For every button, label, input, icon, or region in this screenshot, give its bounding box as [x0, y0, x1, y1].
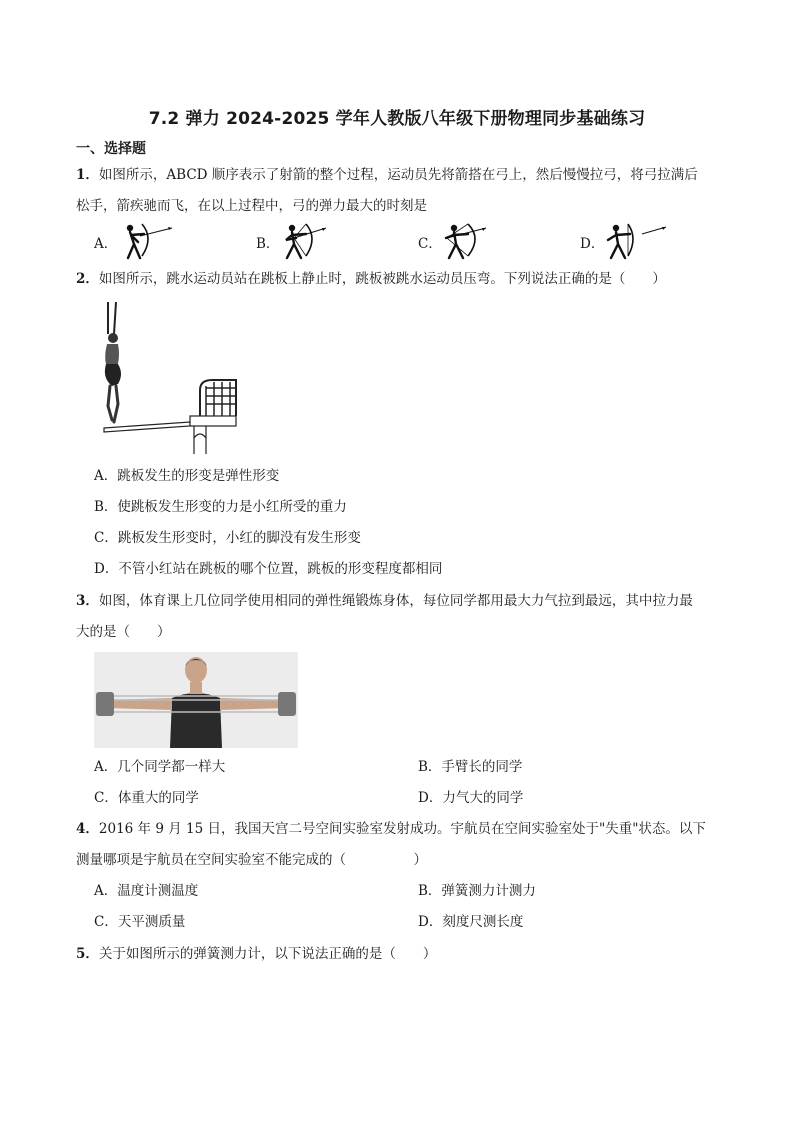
q4-option-d: D．刻度尺测长度 [418, 914, 524, 930]
q2-option-a: A．跳板发生的形变是弹性形变 [94, 468, 280, 484]
question-3-line-1 [76, 586, 693, 617]
archer-figure-d [604, 222, 670, 262]
question-3-number: 3． [76, 593, 99, 609]
chest-expander-photo [94, 652, 298, 748]
section-heading: 一、选择题 [76, 141, 146, 157]
question-2-number: 2． [76, 271, 99, 287]
question-4-number: 4． [76, 821, 99, 837]
q1-option-c-label: C． [418, 236, 442, 252]
q3-option-d: D．力气大的同学 [418, 790, 524, 806]
question-2-text: 如图所示，跳水运动员站在跳板上静止时，跳板被跳水运动员压弯。下列说法正确的是（ ） [98, 271, 666, 287]
question-2-stem [76, 264, 666, 295]
q3-option-a: A．几个同学都一样大 [94, 759, 226, 775]
question-1-line-1 [76, 160, 698, 191]
question-4-text-1: 2016 年 9 月 15 日，我国天宫二号空间实验室发射成功。宇航员在空间实验室处于"失重"状态。以下 [98, 821, 706, 837]
diving-board-figure [96, 298, 240, 456]
archer-figure-c [442, 222, 498, 262]
question-1-number: 1． [76, 167, 99, 183]
question-1-line-2: 松手，箭疾驰而飞，在以上过程中，弓的弹力最大的时刻是 [76, 198, 427, 214]
question-4-line-1 [76, 814, 706, 845]
question-5-text: 关于如图所示的弹簧测力计，以下说法正确的是（ ） [98, 946, 437, 962]
q2-option-b: B．使跳板发生形变的力是小红所受的重力 [94, 499, 347, 515]
question-3-line-2: 大的是（ ） [76, 624, 171, 640]
question-3-text-1: 如图，体育课上几位同学使用相同的弹性绳锻炼身体，每位同学都用最大力气拉到最远，其中拉力最 [98, 593, 693, 609]
q1-option-d-label: D． [580, 236, 605, 252]
question-1-text-1: 如图所示，ABCD 顺序表示了射箭的整个过程，运动员先将箭搭在弓上，然后慢慢拉弓，将弓拉满后 [98, 167, 698, 183]
question-5-number: 5． [76, 946, 99, 962]
q4-option-a: A．温度计测温度 [94, 883, 199, 899]
question-5-stem [76, 939, 436, 970]
archer-figure-a [120, 222, 176, 262]
q3-option-b: B．手臂长的同学 [418, 759, 523, 775]
q4-option-b: B．弹簧测力计测力 [418, 883, 536, 899]
q2-option-c: C．跳板发生形变时，小红的脚没有发生形变 [94, 530, 361, 546]
question-4-line-2: 测量哪项是宇航员在空间实验室不能完成的（ ） [76, 852, 427, 868]
q4-option-c: C．天平测质量 [94, 914, 186, 930]
q3-option-c: C．体重大的同学 [94, 790, 199, 806]
q2-option-d: D．不管小红站在跳板的哪个位置，跳板的形变程度都相同 [94, 561, 443, 577]
q1-option-b-label: B． [256, 236, 280, 252]
q1-option-a-label: A． [94, 236, 118, 252]
archer-figure-b [280, 222, 336, 262]
page-title: 7.2 弹力 2024-2025 学年人教版八年级下册物理同步基础练习 [148, 109, 646, 129]
